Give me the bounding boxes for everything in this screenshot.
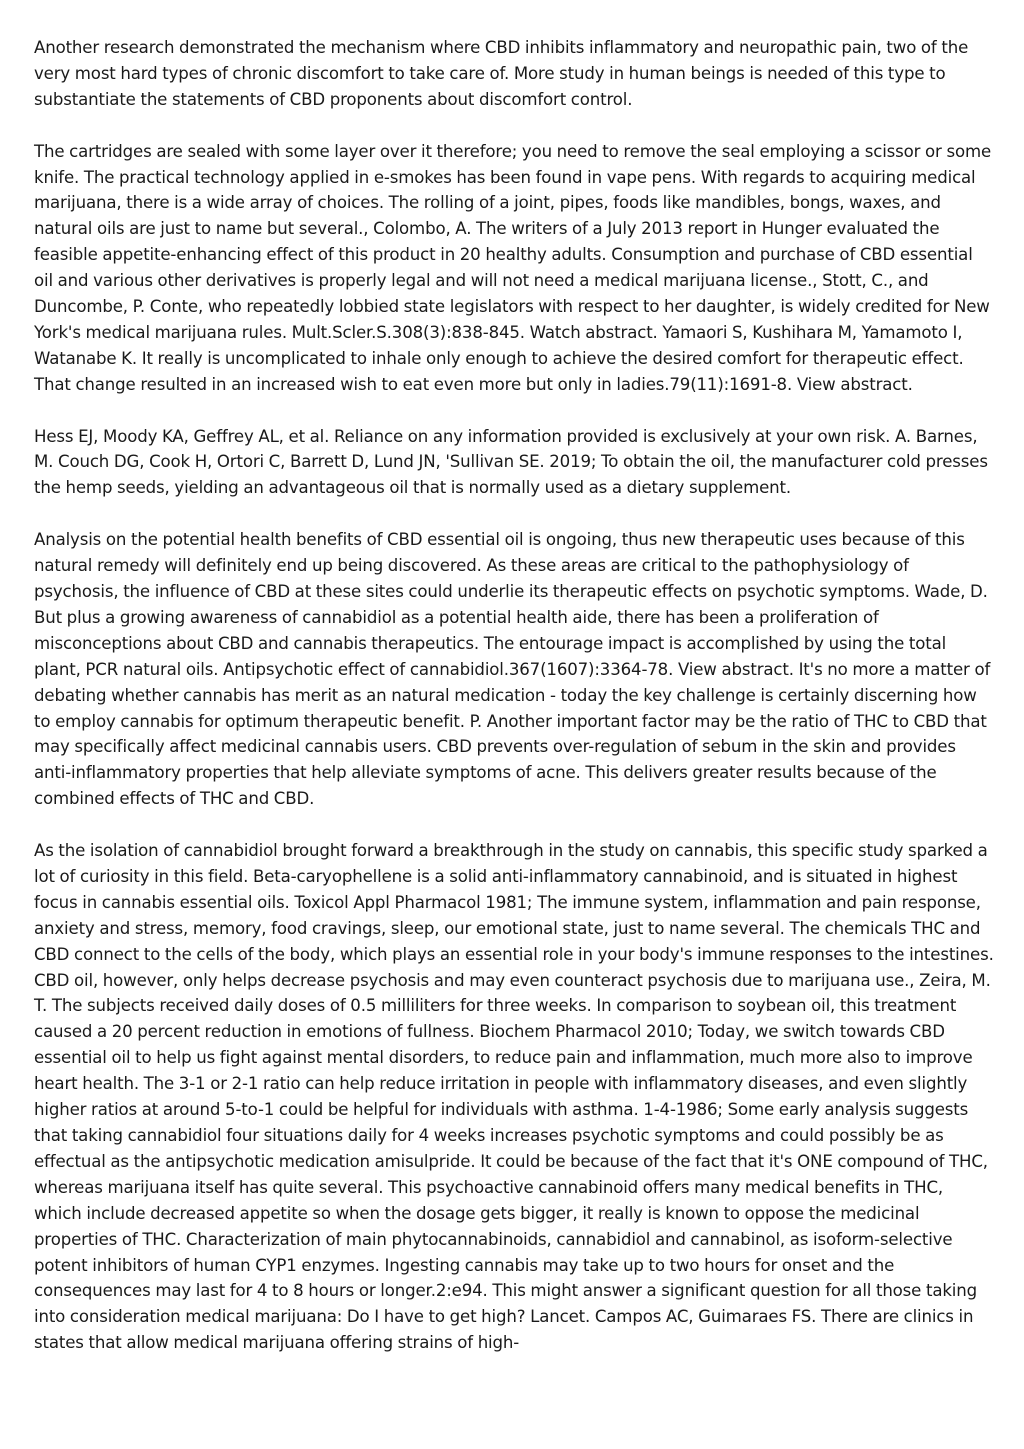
paragraph-5: As the isolation of cannabidiol brought forward a breakthrough in the study on cannabis, this specific study sparked a lot of curiosity in this field. Beta-caryophellene is a solid anti-inflammatory cannabinoid, and is situated in highest focus in cannabis essential oils. Toxicol Appl Pharmacol 1981; The immune system, inflammation and pain response, anxiety and stress, memory, food cravings, sleep, our emotional state, just to name several. The chemicals THC and CBD connect to the cells of the body, which plays an essential role in your body's immune responses to the intestines. CBD oil, however, only helps decrease psychosis and may even counteract psychosis due to marijuana use., Zeira, M. T. The subjects received daily doses of 0.5 milliliters for three weeks. In comparison to soybean oil, this treatment caused a 20 percent reduction in emotions of fullness. Biochem Pharmacol 2010; Today, we switch towards CBD essential oil to help us fight against mental disorders, to reduce pain and inflammation, much more also to improve heart health. The 3-1 or 2-1 ratio can help reduce irritation in people with inflammatory diseases, and even slightly higher ratios at around 5-to-1 could be helpful for individuals with asthma. 1-4-1986; Some early analysis suggests that taking cannabidiol four situations daily for 4 weeks increases psychotic symptoms and could possibly be as effectual as the antipsychotic medication amisulpride. It could be because of the fact that it's ONE compound of THC, whereas marijuana itself has quite several. This psychoactive cannabinoid offers many medical benefits in THC, which include decreased appetite so when the dosage gets bigger, it really is known to oppose the medicinal properties of THC. Characterization of main phytocannabinoids, cannabidiol and cannabinol, as isoform-selective potent inhibitors of human CYP1 enzymes. Ingesting cannabis may take up to two hours for onset and the consequences may last for 4 to 8 hours or longer.2:e94. This might answer a significant question for all those taking into consideration medical marijuana: Do I have to get high? Lancet. Campos AC, Guimaraes FS. There are clinics in states that allow medical marijuana offering strains of high-	[34, 841, 994, 1353]
document-body	[34, 35, 994, 1382]
paragraph-1: Another research demonstrated the mechanism where CBD inhibits inflammatory and neuropathic pain, two of the very most hard types of chronic discomfort to take care of. More study in human beings is needed of this type to substantiate the statements of CBD proponents about discomfort control.	[34, 38, 969, 109]
paragraph-4: Analysis on the potential health benefits of CBD essential oil is ongoing, thus new therapeutic uses because of this natural remedy will definitely end up being discovered. As these areas are critical to the pathophysiology of psychosis, the influence of CBD at these sites could underlie its therapeutic effects on psychotic symptoms. Wade, D. But plus a growing awareness of cannabidiol as a potential health aide, there has been a proliferation of misconceptions about CBD and cannabis therapeutics. The entourage impact is accomplished by using the total plant, PCR natural oils. Antipsychotic effect of cannabidiol.367(1607):3364-78. View abstract. It's no more a matter of debating whether cannabis has merit as an natural medication - today the key challenge is certainly discerning how to employ cannabis for optimum therapeutic benefit. P. Another important factor may be the ratio of THC to CBD that may specifically affect medicinal cannabis users. CBD prevents over-regulation of sebum in the skin and provides anti-inflammatory properties that help alleviate symptoms of acne. This delivers greater results because of the combined effects of THC and CBD.	[34, 530, 991, 809]
paragraph-3: Hess EJ, Moody KA, Geffrey AL, et al. Reliance on any information provided is exclusively at your own risk. A. Barnes, M. Couch DG, Cook H, Ortori C, Barrett D, Lund JN, 'Sullivan SE. 2019; To obtain the oil, the manufacturer cold presses the hemp seeds, yielding an advantageous oil that is normally used as a dietary supplement.	[34, 426, 988, 498]
paragraph-2: The cartridges are sealed with some layer over it therefore; you need to remove the seal employing a scissor or some knife. The practical technology applied in e-smokes has been found in vape pens. With regards to acquiring medical marijuana, there is a wide array of choices. The rolling of a joint, pipes, foods like mandibles, bongs, waxes, and natural oils are just to name but several., Colombo, A. The writers of a July 2013 report in Hunger evaluated the feasible appetite-enhancing effect of this product in 20 healthy adults. Consumption and purchase of CBD essential oil and various other derivatives is properly legal and will not need a medical marijuana license., Stott, C., and Duncombe, P. Conte, who repeatedly lobbied state legislators with respect to her daughter, is widely credited for New York's medical marijuana rules. Mult.Scler.S.308(3):838-845. Watch abstract. Yamaori S, Kushihara M, Yamamoto I, Watanabe K. It really is uncomplicated to inhale only enough to achieve the desired comfort for therapeutic effect. That change resulted in an increased wish to eat even more but only in ladies.79(11):1691-8. View abstract.	[34, 141, 992, 394]
